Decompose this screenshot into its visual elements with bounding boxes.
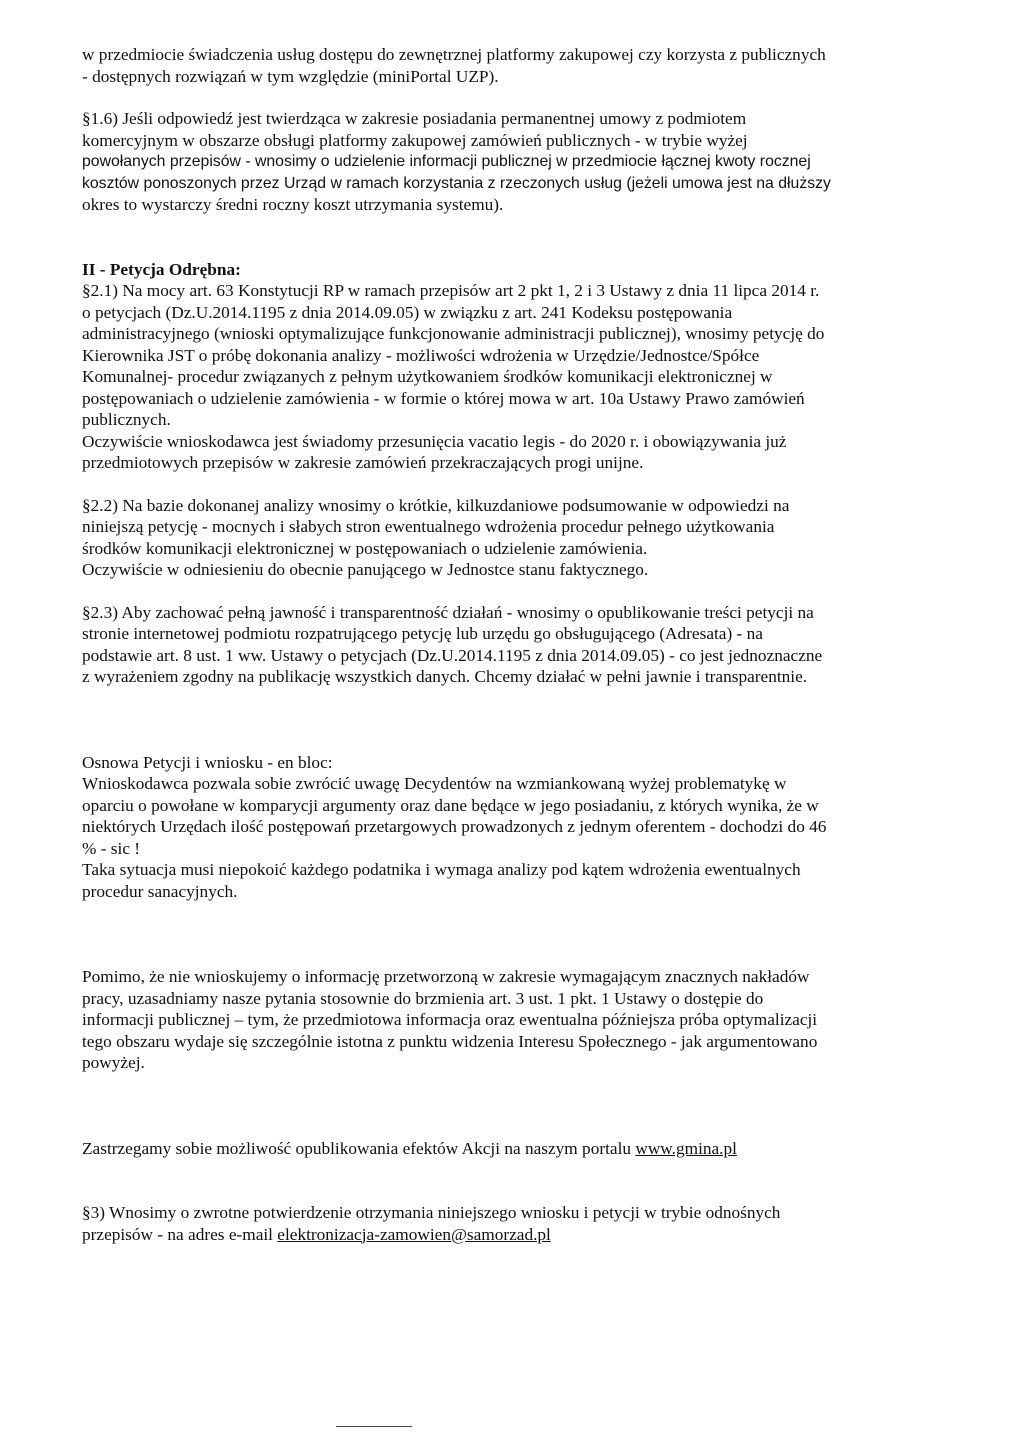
text-line: publicznych. xyxy=(82,410,171,429)
text-line xyxy=(82,1138,982,1160)
text-line: przedmiotowych przepisów w zakresie zamówień przekraczających progi unijne. xyxy=(82,453,644,472)
text-line: §2.1) Na mocy art. 63 Konstytucji RP w ramach przepisów art 2 pkt 1, 2 i 3 Ustawy z dnia 11 lipca 2014 r. xyxy=(82,281,820,300)
text-line: Oczywiście w odniesieniu do obecnie panującego w Jednostce stanu faktycznego. xyxy=(82,560,649,579)
document-page xyxy=(82,44,982,1245)
reservation-text: Zastrzegamy sobie możliwość opublikowania efektów Akcji na naszym portalu xyxy=(82,1138,636,1158)
divider-line xyxy=(336,1426,412,1427)
text-line: w przedmiocie świadczenia usług dostępu do zewnętrznej platformy zakupowej czy korzysta z publicznych xyxy=(82,45,826,64)
justification-paragraph xyxy=(82,966,982,1074)
text-line: Kierownika JST o próbę dokonania analizy - możliwości wdrożenia w Urzędzie/Jednostce/Spółce xyxy=(82,345,760,365)
text-line: informacji publicznej – tym, że przedmiotowa informacja oraz ewentualna późniejsza próba optymalizacji xyxy=(82,1010,818,1029)
section-2-heading: II - Petycja Odrębna: xyxy=(82,259,241,279)
text-line: §2.2) Na bazie dokonanej analizy wnosimy o krótkie, kilkuzdaniowe podsumowanie w odpowiedzi na xyxy=(82,495,790,515)
section-2-2-paragraph xyxy=(82,495,982,581)
email-link[interactable]: elektronizacja-zamowien@samorzad.pl xyxy=(277,1224,551,1244)
portal-link[interactable]: www.gmina.pl xyxy=(635,1138,737,1158)
text-line: powołanych przepisów - wnosimy o udzielenie informacji publicznej w przedmiocie łącznej kwoty rocznej xyxy=(82,153,811,170)
text-line: podstawie art. 8 ust. 1 ww. Ustawy o petycjach (Dz.U.2014.1195 z dnia 2014.09.05) - co jest jednoznaczne xyxy=(82,645,823,665)
text-line: pracy, uzasadniamy nasze pytania stosownie do brzmienia art. 3 ust. 1 pkt. 1 Ustawy o dostępie do xyxy=(82,988,764,1008)
text-line: niektórych Urzędach ilość postępowań przetargowych prowadzonych z jednym oferentem - dochodzi do 46 xyxy=(82,817,827,836)
section-3-text: przepisów - na adres e-mail xyxy=(82,1224,278,1244)
text-line: kosztów ponoszonych przez Urząd w ramach korzystania z rzeczonych usług (jeżeli umowa jest na dłuższy xyxy=(82,174,831,192)
text-line: środków komunikacji elektronicznej w postępowaniach o udzielenie zamówienia. xyxy=(82,538,648,558)
text-line: administracyjnego (wnioski optymalizujące funkcjonowanie administracji publicznej), wnosimy petycję do xyxy=(82,324,825,343)
text-line: niniejszą petycję - mocnych i słabych stron ewentualnego wdrożenia procedur pełnego użytkowania xyxy=(82,517,775,536)
text-line: §3) Wnosimy o zwrotne potwierdzenie otrzymania niniejszego wniosku i petycji w trybie odnośnych xyxy=(82,1203,781,1222)
text-line: §1.6) Jeśli odpowiedź jest twierdząca w zakresie posiadania permanentnej umowy z podmiotem xyxy=(82,109,747,128)
section-3-paragraph xyxy=(82,1202,982,1245)
text-line: % - sic ! xyxy=(82,838,141,858)
text-line: stronie internetowej podmiotu rozpatrującego petycję lub urzędu go obsługującego (Adresata) - na xyxy=(82,624,763,643)
intro-paragraph xyxy=(82,44,982,87)
text-line: Osnowa Petycji i wniosku - en bloc: xyxy=(82,752,333,772)
reservation-paragraph xyxy=(82,1138,982,1160)
petition-basis-paragraph xyxy=(82,752,982,903)
text-line: Taka sytuacja musi niepokoić każdego podatnika i wymaga analizy pod kątem wdrożenia ewentualnych xyxy=(82,860,801,879)
text-line: Wnioskodawca pozwala sobie zwrócić uwagę Decydentów na wzmiankowaną wyżej problematykę w xyxy=(82,774,787,793)
text-line: komercyjnym w obszarze obsługi platformy zakupowej zamówień publicznych - w trybie wyżej xyxy=(82,130,748,150)
section-1-6-paragraph xyxy=(82,108,982,216)
section-2-1-paragraph xyxy=(82,280,982,474)
text-line: §2.3) Aby zachować pełną jawność i transparentność działań - wnosimy o opublikowanie treści petycji na xyxy=(82,602,814,622)
text-line: Pomimo, że nie wnioskujemy o informację przetworzoną w zakresie wymagającym znacznych nakładów xyxy=(82,967,810,986)
text-line: okres to wystarczy średni roczny koszt utrzymania systemu). xyxy=(82,195,504,214)
text-line: Komunalnej- procedur związanych z pełnym użytkowaniem środków komunikacji elektronicznej w xyxy=(82,367,773,386)
text-line: procedur sanacyjnych. xyxy=(82,881,238,901)
text-line: Oczywiście wnioskodawca jest świadomy przesunięcia vacatio legis - do 2020 r. i obowiązywania już xyxy=(82,431,787,451)
text-line xyxy=(82,1224,982,1246)
text-line: z wyrażeniem zgodny na publikację wszystkich danych. Chcemy działać w pełni jawnie i transparentnie. xyxy=(82,667,808,686)
text-line: - dostępnych rozwiązań w tym względzie (miniPortal UZP). xyxy=(82,66,499,86)
text-line: o petycjach (Dz.U.2014.1195 z dnia 2014.09.05) w związku z art. 241 Kodeksu postępowania xyxy=(82,302,733,322)
text-line: powyżej. xyxy=(82,1053,145,1072)
text-line: tego obszaru wydaje się szczególnie istotna z punktu widzenia Interesu Społecznego - jak argumentowano xyxy=(82,1031,818,1051)
text-line: postępowaniach o udzielenie zamówienia - w formie o której mowa w art. 10a Ustawy Prawo zamówień xyxy=(82,388,805,408)
section-2-3-paragraph xyxy=(82,602,982,688)
text-line: oparciu o powołane w komparycji argumenty oraz dane będące w jego posiadaniu, z których wynika, że w xyxy=(82,795,819,815)
